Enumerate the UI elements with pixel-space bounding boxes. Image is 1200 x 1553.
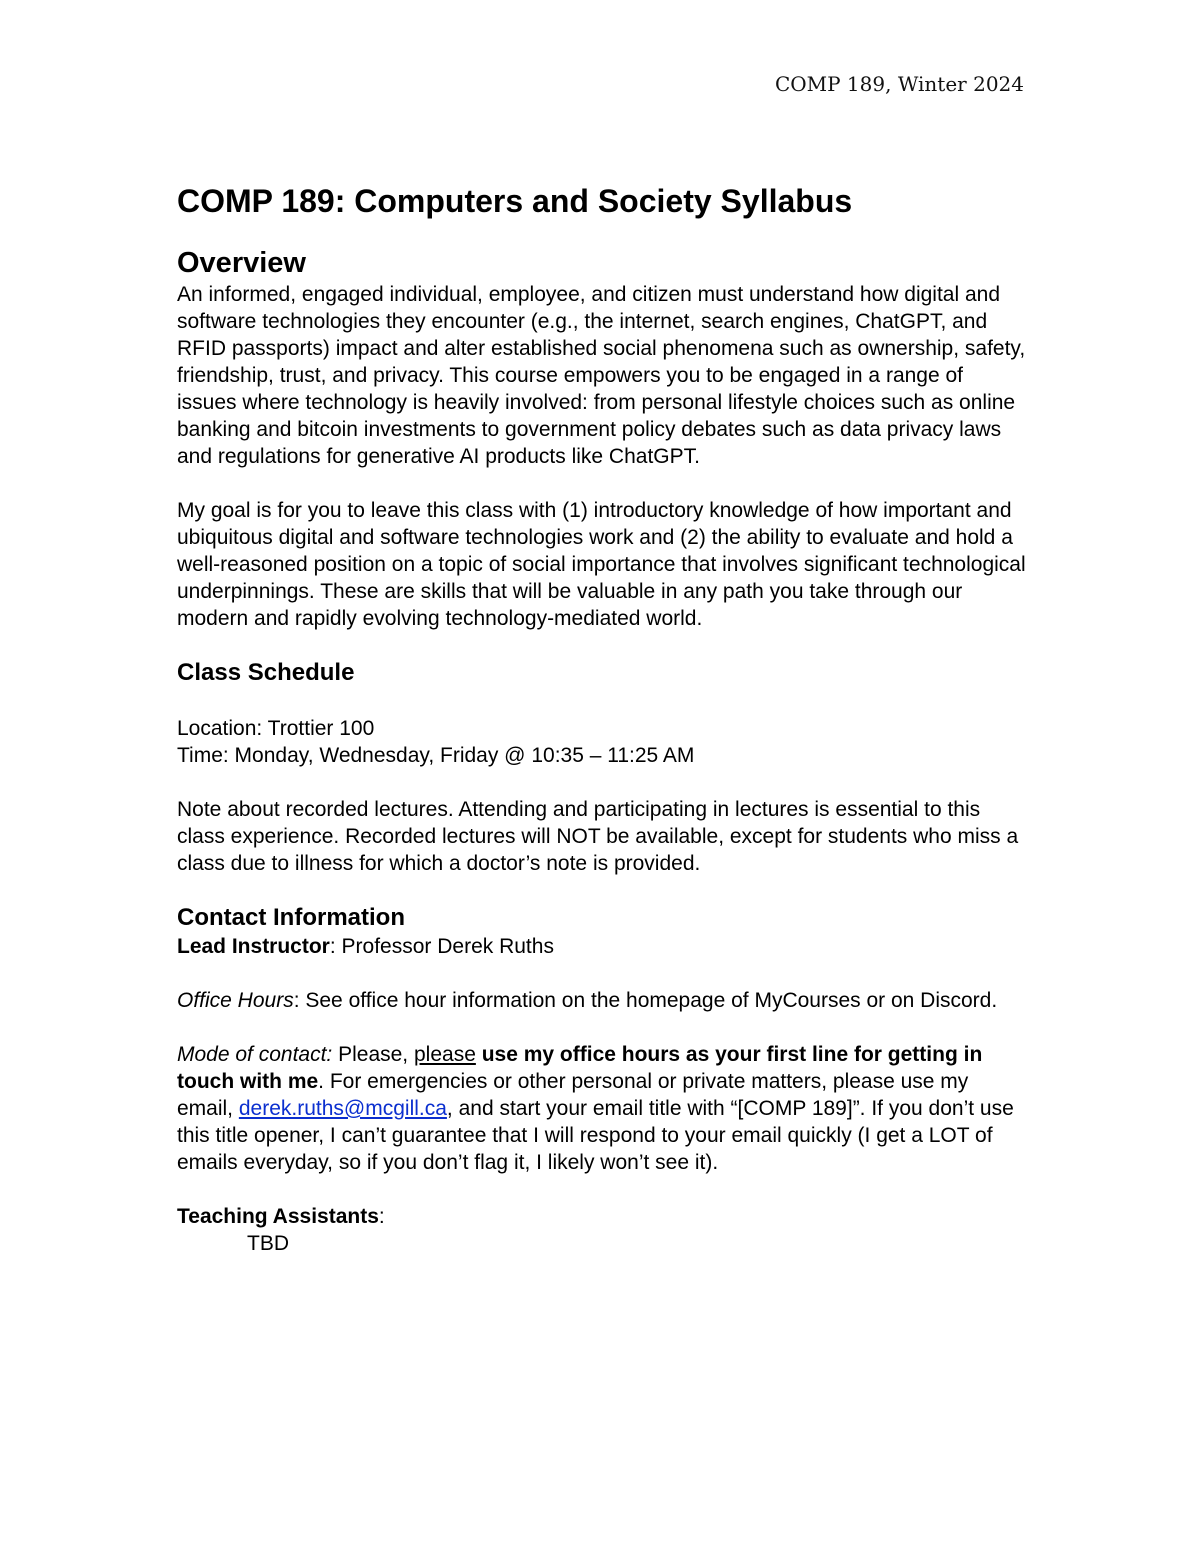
office-hours-line — [177, 987, 1027, 1014]
mode-text-please-underlined: please — [413, 1042, 476, 1066]
overview-heading: Overview — [177, 247, 306, 280]
lead-instructor-line — [177, 933, 1027, 960]
mode-text-emergencies: . For emergencies or other personal or private matters, please use my email, — [177, 1069, 969, 1120]
mode-text-title-opener: , and start your email title with “[COMP 189]”. If you don’t use this title opener, I can’t guarantee that I will respond to your email quickly (I get a LOT of emails everyday, so if you don’t flag it, I likely won’t see it). — [177, 1096, 1014, 1174]
contact-information-heading: Contact Information — [177, 903, 405, 931]
document-body — [177, 182, 1027, 1257]
mode-text-please: Please, — [332, 1042, 414, 1066]
teaching-assistants-label: Teaching Assistants — [177, 1204, 379, 1228]
recorded-lectures-note: Note about recorded lectures. Attending and participating in lectures is essential to this class experience. Recorded lectures will NOT be available, except for students who miss a class due to illness for which a doctor’s note is provided. — [177, 797, 1019, 875]
class-schedule-heading: Class Schedule — [177, 659, 355, 687]
schedule-location: Location: Trottier 100 — [177, 716, 375, 740]
instructor-email-link[interactable]: derek.ruths@mcgill.ca — [238, 1096, 447, 1120]
running-header: COMP 189, Winter 2024 — [774, 72, 1024, 96]
lead-instructor-value: : Professor Derek Ruths — [329, 934, 554, 958]
schedule-time: Time: Monday, Wednesday, Friday @ 10:35 – 11:25 AM — [177, 743, 695, 767]
teaching-assistants-colon: : — [378, 1204, 385, 1228]
overview-paragraph-1: An informed, engaged individual, employee, and citizen must understand how digital and software technologies they encounter (e.g., the internet, search engines, ChatGPT, and RFID passports) impact and alter established social phenomena such as ownership, safety, friendship, trust, and privacy. This course empowers you to be engaged in a range of issues where technology is heavily involved: from personal lifestyle choices such as online banking and bitcoin investments to government policy debates such as data privacy laws and regulations for generative AI products like ChatGPT. — [177, 283, 1026, 469]
lead-instructor-label: Lead Instructor — [177, 934, 330, 958]
teaching-assistants-line — [177, 1203, 1027, 1230]
mode-of-contact-label: Mode of contact: — [177, 1042, 333, 1066]
teaching-assistants-value: TBD — [247, 1231, 289, 1255]
mode-of-contact-paragraph — [177, 1041, 1027, 1176]
document-title: COMP 189: Computers and Society Syllabus — [177, 183, 853, 219]
mode-text-bold: use my office hours as your first line for getting in touch with me — [177, 1042, 983, 1093]
office-hours-value: : See office hour information on the homepage of MyCourses or on Discord. — [293, 988, 998, 1012]
overview-paragraph-2: My goal is for you to leave this class with (1) introductory knowledge of how important and ubiquitous digital and software technologies work and (2) the ability to evaluate and hold a well-reasoned position on a topic of social importance that involves significant technological underpinnings. These are skills that will be valuable in any path you take through our modern and rapidly evolving technology-mediated world. — [177, 499, 1026, 631]
office-hours-label: Office Hours — [177, 988, 294, 1012]
